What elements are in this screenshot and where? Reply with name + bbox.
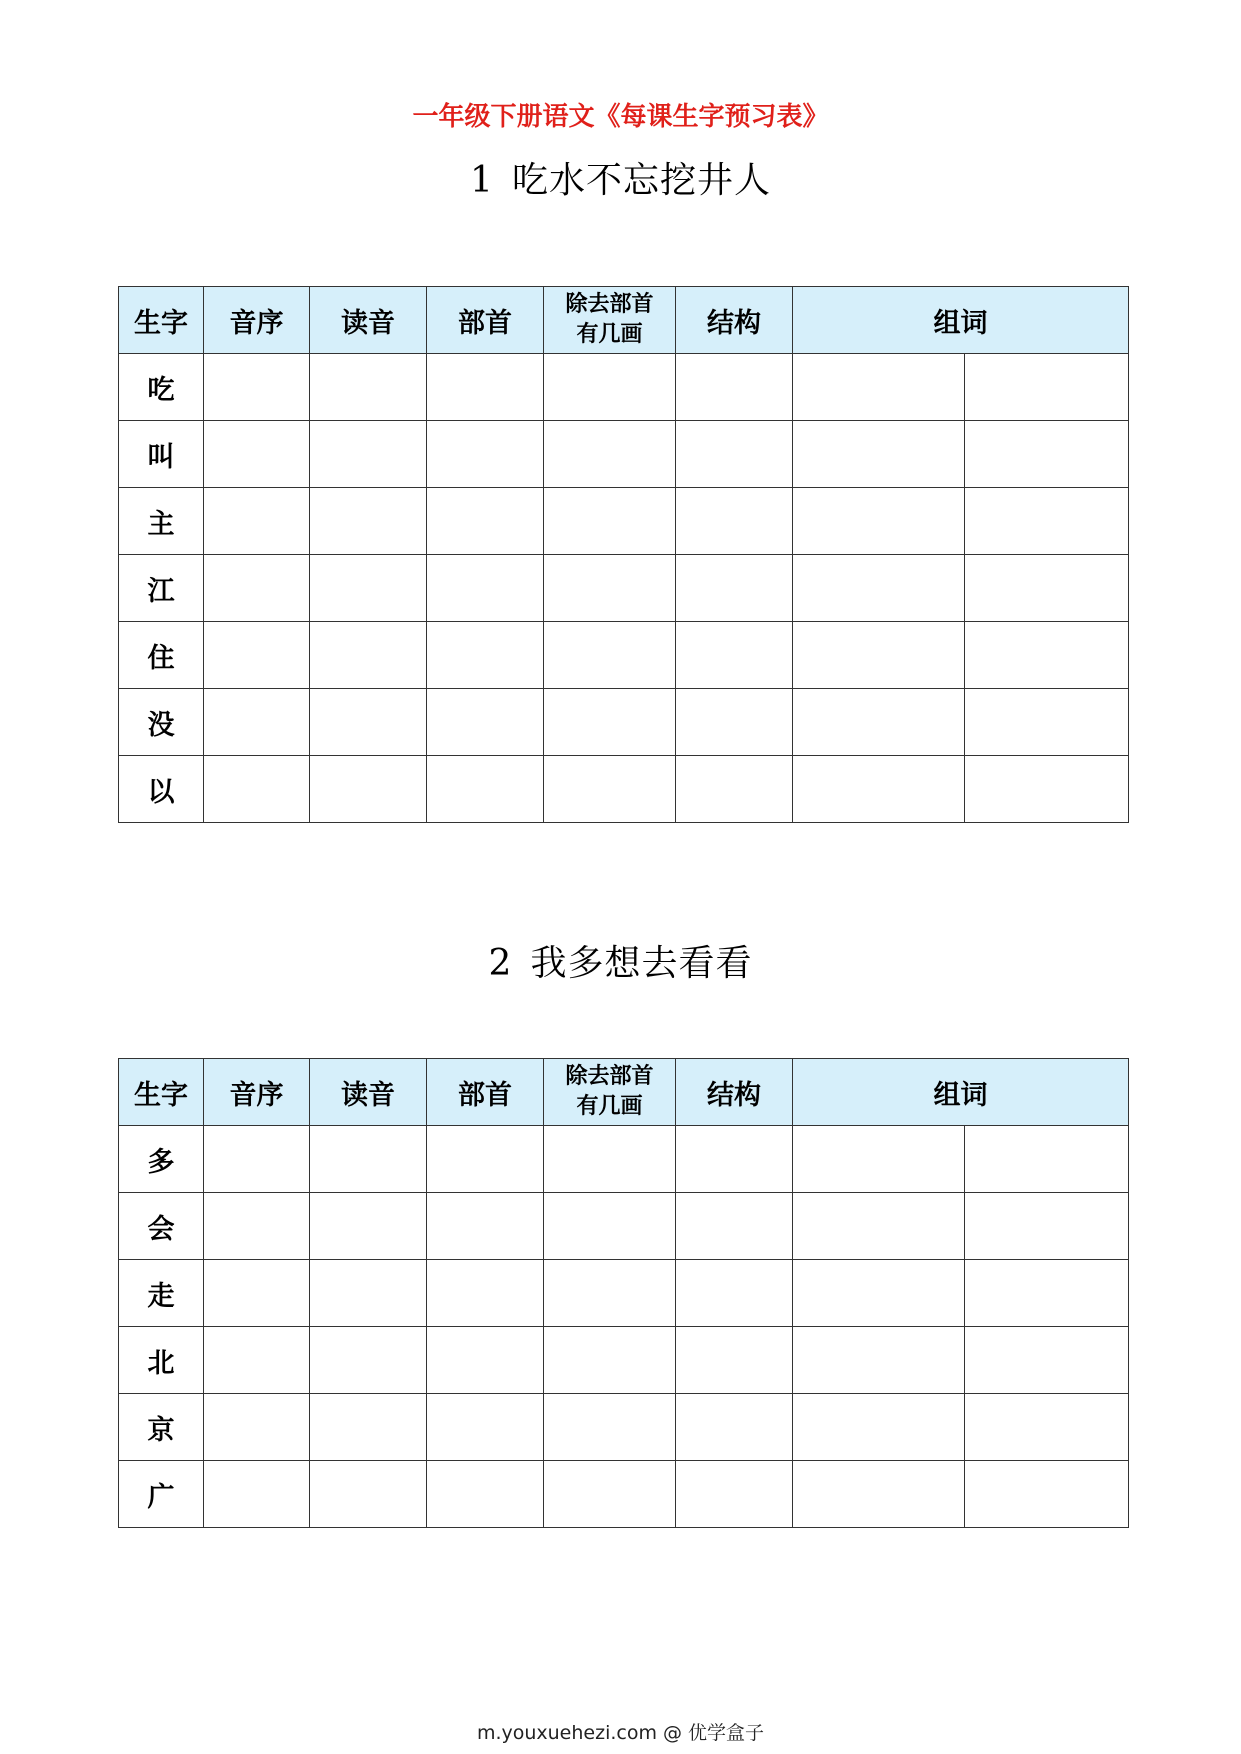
lesson-1-name: 吃水不忘挖井人 bbox=[511, 160, 771, 201]
word-cell-1[interactable] bbox=[793, 1461, 965, 1528]
char-cell: 吃 bbox=[119, 354, 204, 421]
strokes-cell[interactable] bbox=[544, 689, 676, 756]
strokes-cell[interactable] bbox=[544, 1260, 676, 1327]
order-cell[interactable] bbox=[204, 622, 310, 689]
char-cell: 广 bbox=[119, 1461, 204, 1528]
header-pinyin: 读音 bbox=[310, 1059, 427, 1126]
header-radical: 部首 bbox=[427, 287, 544, 354]
header-structure: 结构 bbox=[676, 287, 793, 354]
structure-cell[interactable] bbox=[676, 421, 793, 488]
structure-cell[interactable] bbox=[676, 1260, 793, 1327]
radical-cell[interactable] bbox=[427, 756, 544, 823]
pinyin-cell[interactable] bbox=[310, 622, 427, 689]
char-cell: 主 bbox=[119, 488, 204, 555]
word-cell-2[interactable] bbox=[965, 689, 1129, 756]
order-cell[interactable] bbox=[204, 756, 310, 823]
structure-cell[interactable] bbox=[676, 1394, 793, 1461]
order-cell[interactable] bbox=[204, 1394, 310, 1461]
word-cell-2[interactable] bbox=[965, 1327, 1129, 1394]
strokes-cell[interactable] bbox=[544, 1193, 676, 1260]
structure-cell[interactable] bbox=[676, 689, 793, 756]
header-pinyin: 读音 bbox=[310, 287, 427, 354]
pinyin-cell[interactable] bbox=[310, 1327, 427, 1394]
structure-cell[interactable] bbox=[676, 488, 793, 555]
order-cell[interactable] bbox=[204, 1126, 310, 1193]
strokes-cell[interactable] bbox=[544, 756, 676, 823]
structure-cell[interactable] bbox=[676, 555, 793, 622]
radical-cell[interactable] bbox=[427, 1126, 544, 1193]
pinyin-cell[interactable] bbox=[310, 1260, 427, 1327]
footer-watermark: m.youxuehezi.com @ 优学盒子 bbox=[476, 1722, 765, 1744]
word-cell-2[interactable] bbox=[965, 622, 1129, 689]
order-cell[interactable] bbox=[204, 1193, 310, 1260]
radical-cell[interactable] bbox=[427, 421, 544, 488]
structure-cell[interactable] bbox=[676, 1327, 793, 1394]
lesson-1-title bbox=[0, 152, 1241, 203]
strokes-cell[interactable] bbox=[544, 421, 676, 488]
word-cell-2[interactable] bbox=[965, 1394, 1129, 1461]
order-cell[interactable] bbox=[204, 421, 310, 488]
header-words: 组词 bbox=[793, 1059, 1129, 1126]
lesson-2-number: 2 bbox=[488, 943, 513, 984]
header-order: 音序 bbox=[204, 287, 310, 354]
header-strokes bbox=[544, 1059, 676, 1126]
pinyin-cell[interactable] bbox=[310, 421, 427, 488]
word-cell-1[interactable] bbox=[793, 1126, 965, 1193]
radical-cell[interactable] bbox=[427, 622, 544, 689]
strokes-cell[interactable] bbox=[544, 354, 676, 421]
pinyin-cell[interactable] bbox=[310, 488, 427, 555]
header-strokes bbox=[544, 287, 676, 354]
strokes-cell[interactable] bbox=[544, 488, 676, 555]
strokes-cell[interactable] bbox=[544, 1327, 676, 1394]
header-strokes-line1: 除去部首 bbox=[565, 1064, 654, 1089]
radical-cell[interactable] bbox=[427, 1461, 544, 1528]
table-row bbox=[119, 1327, 1129, 1394]
char-cell: 住 bbox=[119, 622, 204, 689]
order-cell[interactable] bbox=[204, 555, 310, 622]
table-row bbox=[119, 354, 1129, 421]
pinyin-cell[interactable] bbox=[310, 1461, 427, 1528]
strokes-cell[interactable] bbox=[544, 1461, 676, 1528]
structure-cell[interactable] bbox=[676, 756, 793, 823]
header-strokes-line2: 有几画 bbox=[576, 322, 643, 347]
char-cell: 会 bbox=[119, 1193, 204, 1260]
word-cell-1[interactable] bbox=[793, 1193, 965, 1260]
header-radical: 部首 bbox=[427, 1059, 544, 1126]
word-cell-1[interactable] bbox=[793, 555, 965, 622]
lesson-2-title bbox=[0, 935, 1241, 986]
word-cell-1[interactable] bbox=[793, 622, 965, 689]
order-cell[interactable] bbox=[204, 488, 310, 555]
structure-cell[interactable] bbox=[676, 354, 793, 421]
lesson-1-number: 1 bbox=[470, 160, 494, 201]
char-cell: 走 bbox=[119, 1260, 204, 1327]
word-cell-1[interactable] bbox=[793, 689, 965, 756]
header-char: 生字 bbox=[119, 287, 204, 354]
strokes-cell[interactable] bbox=[544, 622, 676, 689]
word-cell-1[interactable] bbox=[793, 354, 965, 421]
order-cell[interactable] bbox=[204, 1260, 310, 1327]
table-row bbox=[119, 622, 1129, 689]
word-cell-2[interactable] bbox=[965, 756, 1129, 823]
word-cell-2[interactable] bbox=[965, 1126, 1129, 1193]
pinyin-cell[interactable] bbox=[310, 1394, 427, 1461]
table-row bbox=[119, 689, 1129, 756]
table-header-row bbox=[119, 1059, 1129, 1126]
word-cell-1[interactable] bbox=[793, 421, 965, 488]
header-order: 音序 bbox=[204, 1059, 310, 1126]
word-cell-2[interactable] bbox=[965, 1193, 1129, 1260]
radical-cell[interactable] bbox=[427, 1394, 544, 1461]
radical-cell[interactable] bbox=[427, 354, 544, 421]
table-row bbox=[119, 1193, 1129, 1260]
structure-cell[interactable] bbox=[676, 1126, 793, 1193]
char-cell: 以 bbox=[119, 756, 204, 823]
pinyin-cell[interactable] bbox=[310, 689, 427, 756]
word-cell-2[interactable] bbox=[965, 488, 1129, 555]
structure-cell[interactable] bbox=[676, 1193, 793, 1260]
strokes-cell[interactable] bbox=[544, 555, 676, 622]
header-words: 组词 bbox=[793, 287, 1129, 354]
char-cell: 北 bbox=[119, 1327, 204, 1394]
pinyin-cell[interactable] bbox=[310, 1193, 427, 1260]
table-row bbox=[119, 1461, 1129, 1528]
table-row bbox=[119, 756, 1129, 823]
char-cell: 叫 bbox=[119, 421, 204, 488]
structure-cell[interactable] bbox=[676, 622, 793, 689]
document-header: 一年级下册语文《每课生字预习表》 bbox=[412, 102, 829, 132]
pinyin-cell[interactable] bbox=[310, 354, 427, 421]
word-cell-2[interactable] bbox=[965, 354, 1129, 421]
word-cell-2[interactable] bbox=[965, 1260, 1129, 1327]
table-row bbox=[119, 1126, 1129, 1193]
word-cell-1[interactable] bbox=[793, 488, 965, 555]
order-cell[interactable] bbox=[204, 1461, 310, 1528]
pinyin-cell[interactable] bbox=[310, 1126, 427, 1193]
strokes-cell[interactable] bbox=[544, 1126, 676, 1193]
word-cell-1[interactable] bbox=[793, 756, 965, 823]
word-cell-1[interactable] bbox=[793, 1394, 965, 1461]
radical-cell[interactable] bbox=[427, 1193, 544, 1260]
word-cell-2[interactable] bbox=[965, 421, 1129, 488]
header-strokes-line1: 除去部首 bbox=[565, 292, 654, 317]
header-char: 生字 bbox=[119, 1059, 204, 1126]
order-cell[interactable] bbox=[204, 689, 310, 756]
table-header-row bbox=[119, 287, 1129, 354]
table-row bbox=[119, 1394, 1129, 1461]
char-cell: 多 bbox=[119, 1126, 204, 1193]
word-cell-1[interactable] bbox=[793, 1260, 965, 1327]
lesson-2-name: 我多想去看看 bbox=[530, 943, 753, 984]
order-cell[interactable] bbox=[204, 1327, 310, 1394]
radical-cell[interactable] bbox=[427, 555, 544, 622]
table-row bbox=[119, 1260, 1129, 1327]
word-cell-2[interactable] bbox=[965, 1461, 1129, 1528]
strokes-cell[interactable] bbox=[544, 1394, 676, 1461]
pinyin-cell[interactable] bbox=[310, 756, 427, 823]
word-cell-1[interactable] bbox=[793, 1327, 965, 1394]
char-cell: 江 bbox=[119, 555, 204, 622]
word-cell-2[interactable] bbox=[965, 555, 1129, 622]
pinyin-cell[interactable] bbox=[310, 555, 427, 622]
char-cell: 没 bbox=[119, 689, 204, 756]
table-row bbox=[119, 555, 1129, 622]
header-structure: 结构 bbox=[676, 1059, 793, 1126]
radical-cell[interactable] bbox=[427, 488, 544, 555]
table-row bbox=[119, 421, 1129, 488]
structure-cell[interactable] bbox=[676, 1461, 793, 1528]
lesson-1-table bbox=[118, 286, 1129, 823]
order-cell[interactable] bbox=[204, 354, 310, 421]
table-row bbox=[119, 488, 1129, 555]
char-cell: 京 bbox=[119, 1394, 204, 1461]
radical-cell[interactable] bbox=[427, 1327, 544, 1394]
header-strokes-line2: 有几画 bbox=[576, 1094, 643, 1119]
radical-cell[interactable] bbox=[427, 689, 544, 756]
radical-cell[interactable] bbox=[427, 1260, 544, 1327]
lesson-2-table bbox=[118, 1058, 1129, 1528]
